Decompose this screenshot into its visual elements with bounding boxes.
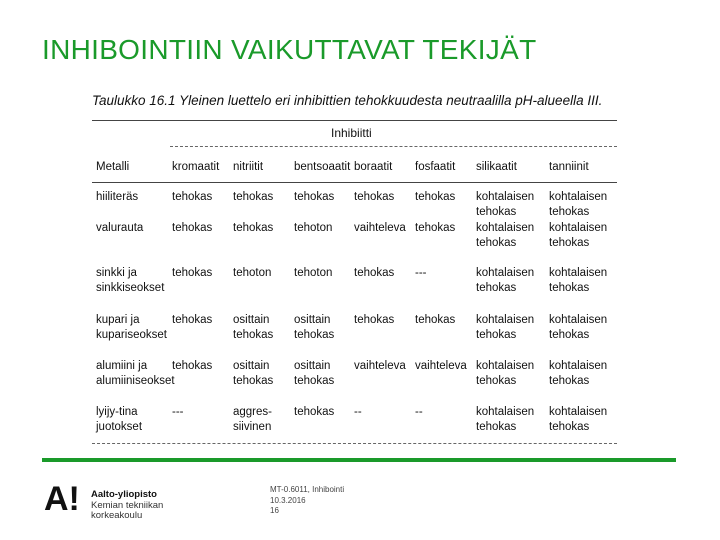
table-cell: --- <box>415 267 427 279</box>
column-header: silikaatit <box>476 161 517 173</box>
table-cell: kohtalaisen tehokas <box>549 406 608 433</box>
column-header: tanniinit <box>549 161 589 173</box>
column-header: nitriitit <box>233 161 264 173</box>
slide-title: INHIBOINTIIN VAIKUTTAVAT TEKIJÄT <box>42 34 537 65</box>
table-cell: osittain tehokas <box>233 360 274 387</box>
footer-date: 10.3.2016 <box>270 495 306 505</box>
logo-line-school-1: Kemian tekniikan <box>91 499 164 511</box>
column-header: boraatit <box>354 161 393 173</box>
table-cell: -- <box>354 406 362 418</box>
table-cell: tehoton <box>294 222 333 234</box>
table-cell: --- <box>172 406 184 418</box>
column-header: kromaatit <box>172 161 220 173</box>
table-cell: tehokas <box>415 191 456 203</box>
inhibitor-group-header: Inhibiitti <box>331 126 372 140</box>
footer-divider <box>42 458 676 462</box>
table-cell: kohtalaisen tehokas <box>549 222 608 249</box>
row-metal-label: sinkki ja sinkkiseokset <box>96 267 165 294</box>
table-cell: vaihteleva <box>354 360 406 372</box>
table-cell: tehokas <box>415 222 456 234</box>
table-cell: vaihteleva <box>354 222 406 234</box>
table-cell: osittain tehokas <box>233 314 274 341</box>
table-cell: tehokas <box>172 360 213 372</box>
table-cell: tehoton <box>294 267 333 279</box>
column-header: bentsoaatit <box>294 161 351 173</box>
aalto-logo-text <box>91 490 163 522</box>
table-cell: kohtalaisen tehokas <box>549 314 608 341</box>
table-cell: tehokas <box>294 191 335 203</box>
footer-page-number: 16 <box>270 506 279 515</box>
column-header: fosfaatit <box>415 161 456 173</box>
table-cell: tehokas <box>172 267 213 279</box>
table-cell: tehokas <box>233 222 274 234</box>
column-header: Metalli <box>96 161 130 173</box>
table-cell: kohtalaisen tehokas <box>476 314 535 341</box>
table-cell: vaihteleva <box>415 360 467 372</box>
table-cell: tehokas <box>415 314 456 326</box>
table-cell: tehokas <box>172 314 213 326</box>
table-cell: kohtalaisen tehokas <box>476 406 535 433</box>
footer-info <box>270 485 344 517</box>
row-metal-label: lyijy-tina juotokset <box>96 406 143 433</box>
table-cell: tehokas <box>172 222 213 234</box>
table-cell: osittain tehokas <box>294 314 335 341</box>
logo-line-university: Aalto-yliopisto <box>91 489 157 500</box>
table-cell: aggres- siivinen <box>233 406 272 433</box>
logo-line-school-2: korkeakoulu <box>91 510 143 521</box>
table-cell: tehokas <box>354 267 395 279</box>
table-cell: kohtalaisen tehokas <box>476 191 535 218</box>
row-metal-label: hiiliteräs <box>96 191 139 203</box>
footer-course: MT-0.6011, Inhibointi <box>270 485 345 494</box>
table-cell: kohtalaisen tehokas <box>476 267 535 294</box>
table-rule-top <box>92 120 617 121</box>
row-metal-label: valurauta <box>96 222 144 234</box>
table-caption: Taulukko 16.1 Yleinen luettelo eri inhibittien tehokkuudesta neutraalilla pH-alueella III. <box>92 93 603 108</box>
table-rule-header <box>92 182 617 183</box>
table-cell: kohtalaisen tehokas <box>549 267 608 294</box>
group-header-underline <box>170 146 617 147</box>
table-cell: kohtalaisen tehokas <box>476 222 535 249</box>
aalto-logo-mark: A! <box>44 480 80 518</box>
row-metal-label: kupari ja kupariseokset <box>96 314 167 341</box>
table-cell: tehokas <box>354 314 395 326</box>
row-metal-label: alumiini ja alumiiniseokset <box>96 360 175 387</box>
table-cell: kohtalaisen tehokas <box>549 360 608 387</box>
table-cell: -- <box>415 406 423 418</box>
table-cell: tehokas <box>233 191 274 203</box>
table-cell: tehokas <box>354 191 395 203</box>
table-cell: kohtalaisen tehokas <box>549 191 608 218</box>
table-cell: osittain tehokas <box>294 360 335 387</box>
table-cell: kohtalaisen tehokas <box>476 360 535 387</box>
table-cell: tehokas <box>294 406 335 418</box>
table-cell: tehokas <box>172 191 213 203</box>
table-cell: tehoton <box>233 267 272 279</box>
table-rule-bottom <box>92 443 617 444</box>
